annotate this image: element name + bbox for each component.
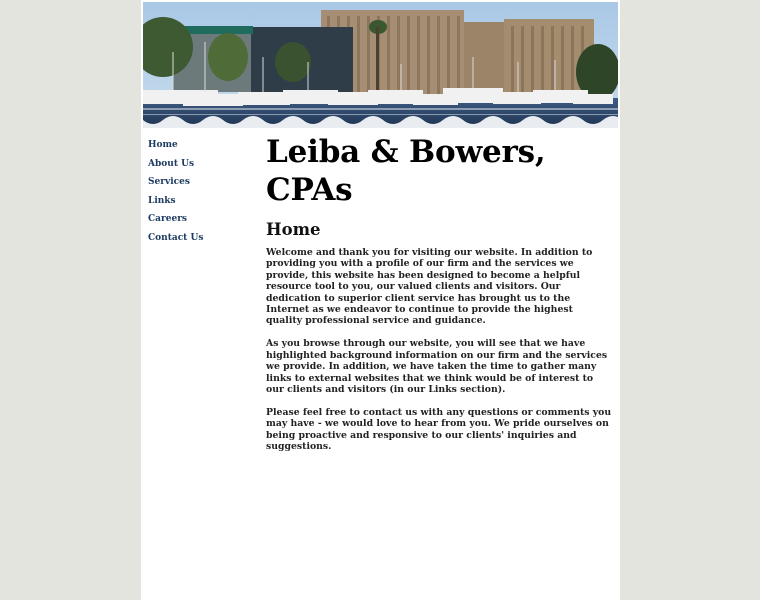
nav-careers[interactable]: Careers: [148, 214, 187, 224]
nav-home[interactable]: Home: [148, 140, 178, 150]
page-container: [141, 0, 620, 600]
main-navigation: [148, 138, 248, 249]
contact-paragraph: Please feel free to contact us with any questions or comments you may have - we would love to hear from you. We pride ourselves on being proactive and responsive to our clients' inquiries and suggestions.: [266, 406, 612, 453]
nav-about-us[interactable]: About Us: [148, 158, 195, 169]
nav-links[interactable]: Links: [148, 195, 176, 206]
nav-contact-us[interactable]: Contact Us: [148, 232, 204, 243]
main-content: [266, 133, 612, 464]
nav-services[interactable]: Services: [148, 177, 190, 187]
header-banner-image: [143, 2, 618, 128]
page-heading: Home: [266, 220, 321, 239]
site-title: Leiba & Bowers, CPAs: [266, 134, 546, 208]
browse-paragraph: As you browse through our website, you will see that we have highlighted background information on our firm and the services we provide. In addition, we have taken the time to gather many links to external websites that we think would be of interest to our clients and visitors (in our Links section).: [266, 338, 608, 395]
intro-paragraph: Welcome and thank you for visiting our website. In addition to providing you with a profile of our firm and the services we provide, this website has been designed to become a helpful resource tool to you, our valued clients and visitors. Our dedication to superior client service has brought us to the Internet as we endeavor to continue to provide the highest quality professional service and guidance.: [266, 247, 593, 327]
